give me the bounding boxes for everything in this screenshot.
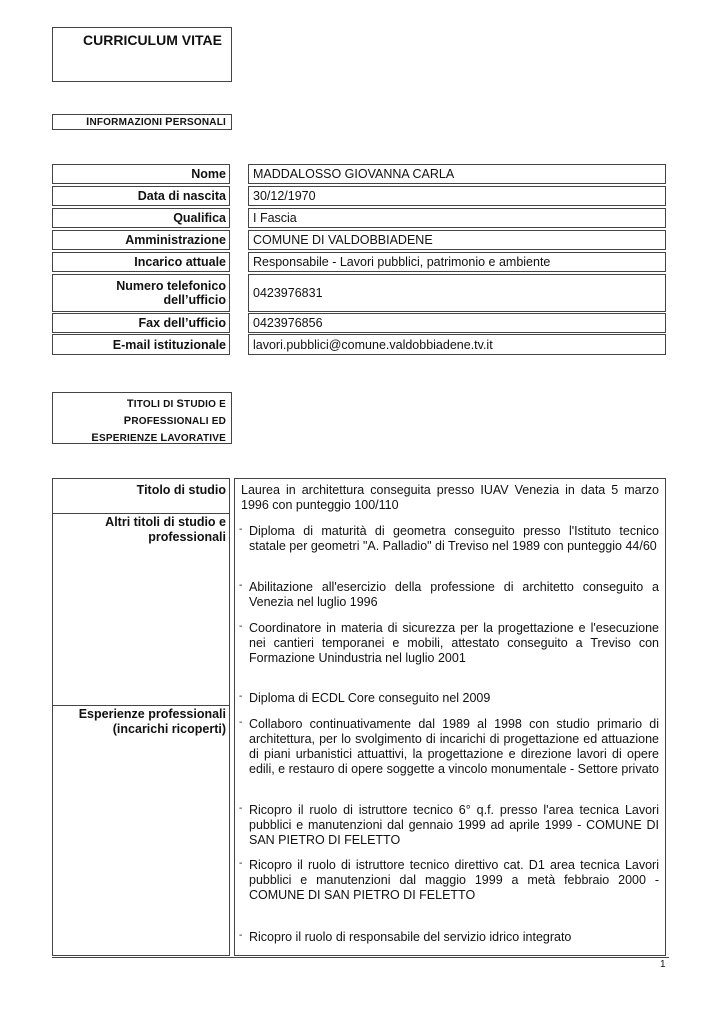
label-email: E-mail istituzionale xyxy=(52,334,230,355)
value-data-nascita: 30/12/1970 xyxy=(248,186,666,206)
studies-table xyxy=(52,478,666,956)
label-incarico: Incarico attuale xyxy=(52,252,230,272)
value-telefono: 0423976831 xyxy=(248,274,666,312)
list-item-text: Coordinatore in materia di sicurezza per la progettazione e l'esecuzione nei cantieri temporanei e mobili, attestato conseguito a Treviso con Formazione Unindustria nel luglio 2001 xyxy=(249,621,659,665)
heading-text: AVORATIVE xyxy=(167,433,226,444)
row-divider xyxy=(53,513,229,514)
dash-marker: - xyxy=(239,691,243,702)
heading-cap: I xyxy=(86,116,90,128)
label-titolo-studio: Titolo di studio xyxy=(136,483,226,497)
footer-divider xyxy=(52,957,669,958)
section-titles-heading xyxy=(52,392,232,444)
label-amministrazione: Amministrazione xyxy=(52,230,230,250)
list-item xyxy=(239,524,659,554)
list-item-text: Collaboro continuativamente dal 1989 al 1998 con studio primario di architettura, per lo svolgimento di incarichi di progettazione ed attuazione di piani urbanistici attuattivi, la progettazione e direzione lavori di opere edili, e restauro di opere soggette a vincolo monumentale - Settore privato xyxy=(249,717,659,776)
list-item-text: Ricopro il ruolo di istruttore tecnico direttivo cat. D1 area tecnica Lavori pubblici e manutenzioni dal maggio 1999 a metà febbraio 2000 - COMUNE DI SAN PIETRO DI FELETTO xyxy=(249,858,659,902)
heading-text: ITOLI DI xyxy=(133,399,177,410)
list-item-text: Ricopro il ruolo di istruttore tecnico 6° q.f. presso l'area tecnica Lavori pubblici e manutenzioni dal gennaio 1999 ad aprile 1999 - COMUNE DI SAN PIETRO DI FELETTO xyxy=(249,803,659,847)
heading-cap: P xyxy=(123,415,132,427)
value-fax: 0423976856 xyxy=(248,313,666,333)
value-qualifica: I Fascia xyxy=(248,208,666,228)
label-data-nascita: Data di nascita xyxy=(52,186,230,206)
list-item-text: Diploma di maturità di geometra conseguito presso l'Istituto tecnico statale per geometri "A. Palladio" di Treviso nel 1989 con punteggio 44/60 xyxy=(249,524,659,553)
dash-marker: - xyxy=(239,621,243,632)
value-titolo-studio: Laurea in architettura conseguita presso IUAV Venezia in data 5 marzo 1996 con punteggio 100/110 xyxy=(241,483,659,512)
heading-cap: T xyxy=(126,398,134,410)
page-number: 1 xyxy=(660,959,666,970)
dash-marker: - xyxy=(239,858,243,869)
list-item xyxy=(239,580,659,610)
heading-text: TUDIO E xyxy=(184,399,226,410)
heading-text: NFORMAZIONI xyxy=(89,117,166,128)
list-item xyxy=(239,717,659,777)
value-amministrazione: COMUNE DI VALDOBBIADENE xyxy=(248,230,666,250)
dash-marker: - xyxy=(239,580,243,591)
heading-line xyxy=(53,396,226,413)
cv-title: CURRICULUM VITAE xyxy=(52,27,232,82)
studies-label-column xyxy=(52,478,230,956)
row-divider xyxy=(53,705,229,706)
list-item xyxy=(239,858,659,903)
value-incarico: Responsabile - Lavori pubblici, patrimonio e ambiente xyxy=(248,252,666,272)
section-personal-info-heading xyxy=(52,114,232,130)
list-item xyxy=(239,621,659,666)
heading-text: ROFESSIONALI ED xyxy=(131,416,226,427)
list-item-text: Ricopro il ruolo di responsabile del servizio idrico integrato xyxy=(249,930,572,944)
list-item xyxy=(239,803,659,848)
dash-marker: - xyxy=(239,930,243,941)
list-item-text: Diploma di ECDL Core conseguito nel 2009 xyxy=(249,691,491,705)
label-altri-titoli: Altri titoli di studio e professionali xyxy=(105,515,226,544)
heading-line xyxy=(53,430,226,447)
dash-marker: - xyxy=(239,524,243,535)
value-email: lavori.pubblici@comune.valdobbiadene.tv.it xyxy=(248,334,666,355)
list-item xyxy=(239,691,659,706)
dash-marker: - xyxy=(239,803,243,814)
list-item-text: Abilitazione all'esercizio della professione di architetto conseguito a Venezia nel luglio 1996 xyxy=(249,580,659,609)
heading-cap: P xyxy=(165,116,173,128)
heading-line xyxy=(53,413,226,430)
heading-cap: E xyxy=(91,432,99,444)
heading-text: SPERIENZE xyxy=(98,433,161,444)
heading-cap: S xyxy=(176,398,185,410)
label-esperienze: Esperienze professionali (incarichi ricoperti) xyxy=(78,707,226,736)
label-nome: Nome xyxy=(52,164,230,184)
label-qualifica: Qualifica xyxy=(52,208,230,228)
dash-marker: - xyxy=(239,717,243,728)
heading-text: ERSONALI xyxy=(172,117,226,128)
list-item xyxy=(239,930,659,945)
studies-value-column xyxy=(234,478,666,956)
value-nome: MADDALOSSO GIOVANNA CARLA xyxy=(248,164,666,184)
heading-cap: L xyxy=(160,432,168,444)
label-fax: Fax dell’ufficio xyxy=(52,313,230,333)
label-telefono: Numero telefonico dell’ufficio xyxy=(52,274,230,312)
